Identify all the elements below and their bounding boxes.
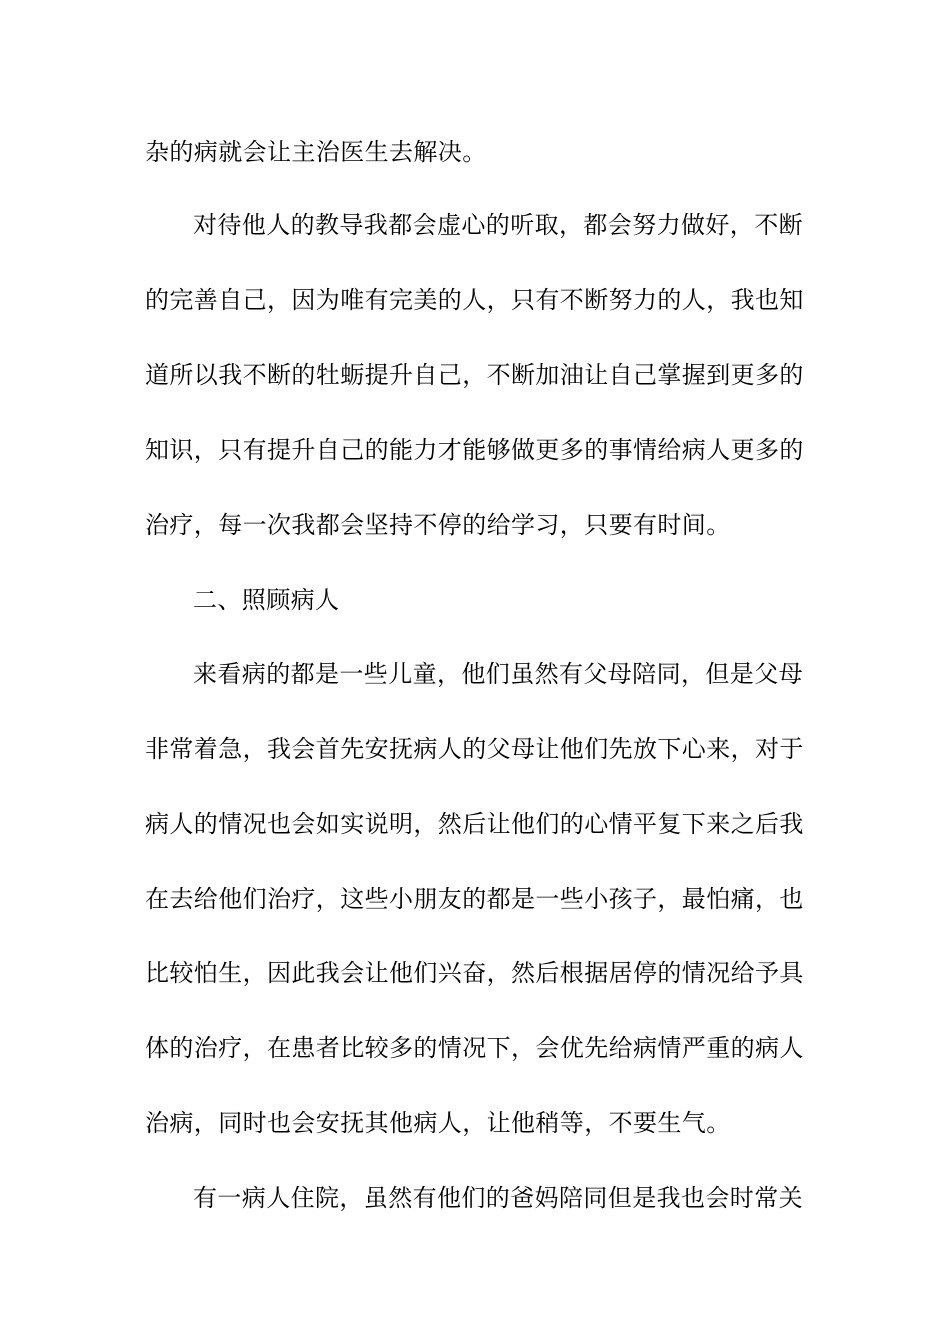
paragraph-line: 比较怕生，因此我会让他们兴奋，然后根据居停的情况给予具	[145, 959, 804, 987]
paragraph-line: 治疗，每一次我都会坚持不停的给学习，只要有时间。	[145, 511, 731, 539]
paragraph-line: 知识，只有提升自己的能力才能够做更多的事情给病人更多的	[145, 436, 804, 464]
paragraph-line: 有一病人住院，虽然有他们的爸妈陪同但是我也会时常关	[193, 1184, 803, 1212]
paragraph-line: 在去给他们治疗，这些小朋友的都是一些小孩子，最怕痛，也	[145, 885, 804, 913]
paragraph-line: 的完善自己，因为唯有完美的人，只有不断努力的人，我也知	[145, 286, 804, 314]
paragraph-line: 对待他人的教导我都会虚心的听取，都会努力做好，不断	[193, 211, 803, 239]
paragraph-line: 来看病的都是一些儿童，他们虽然有父母陪同，但是父母	[193, 660, 803, 688]
paragraph-line: 非常着急，我会首先安抚病人的父母让他们先放下心来，对于	[145, 735, 804, 763]
paragraph-line: 杂的病就会让主治医生去解决。	[145, 138, 487, 166]
paragraph-line: 体的治疗，在患者比较多的情况下，会优先给病情严重的病人	[145, 1034, 804, 1062]
paragraph-line: 病人的情况也会如实说明，然后让他们的心情平复下来之后我	[145, 810, 804, 838]
section-heading: 二、照顾病人	[193, 586, 340, 614]
paragraph-line: 治病，同时也会安抚其他病人，让他稍等，不要生气。	[145, 1109, 731, 1137]
paragraph-line: 道所以我不断的牡蛎提升自己，不断加油让自己掌握到更多的	[145, 361, 804, 389]
